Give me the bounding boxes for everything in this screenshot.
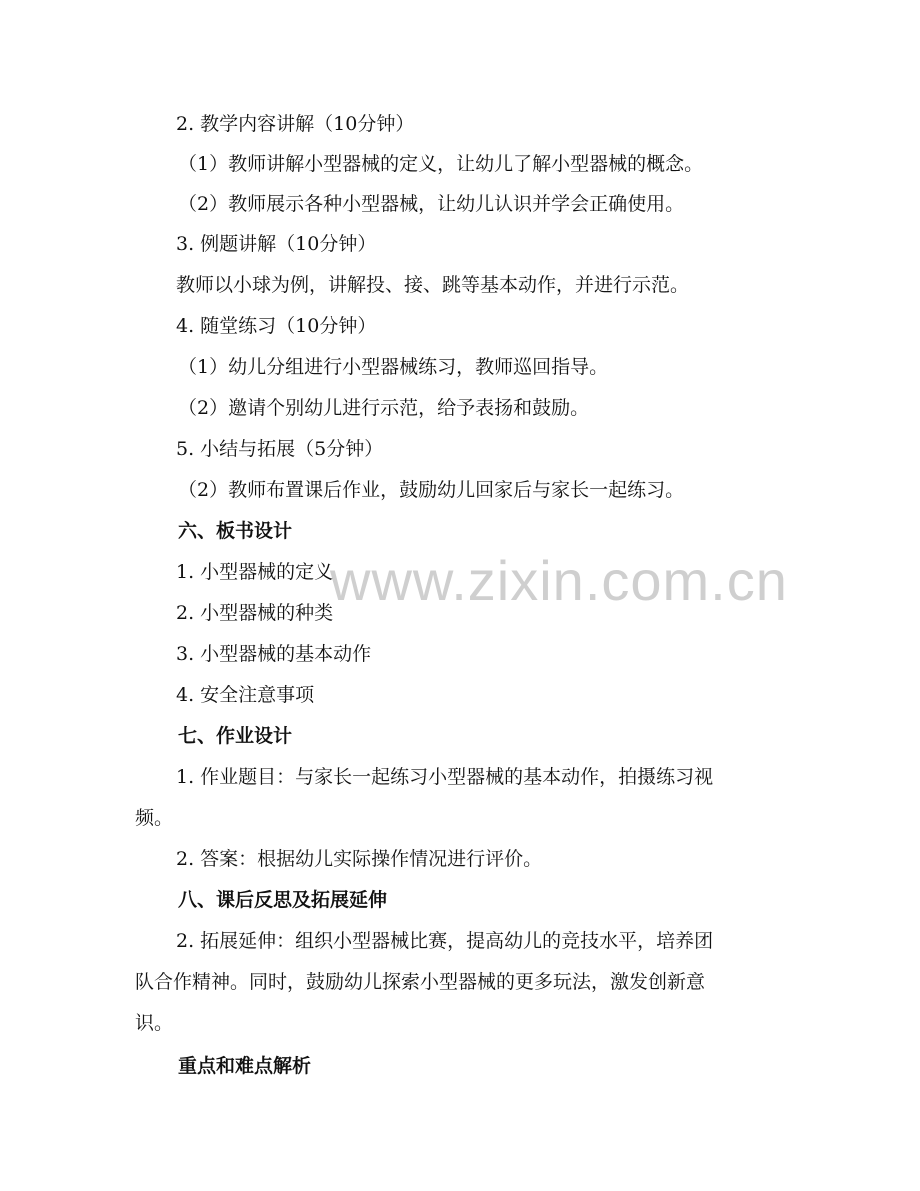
paragraph-continuation: 队合作精神。同时，鼓励幼儿探索小型器械的更多玩法，激发创新意: [135, 971, 706, 993]
paragraph: 1. 作业题目：与家长一起练习小型器械的基本动作，拍摄练习视: [176, 766, 714, 788]
heading-key-difficulties: 重点和难点解析: [178, 1055, 312, 1077]
section-item-teaching-content: 2. 教学内容讲解（10分钟）: [176, 113, 415, 135]
paragraph: 教师以小球为例，讲解投、接、跳等基本动作，并进行示范。: [176, 274, 690, 296]
list-item: （1）教师讲解小型器械的定义，让幼儿了解小型器械的概念。: [178, 153, 704, 175]
list-item: （2）教师布置课后作业，鼓励幼儿回家后与家长一起练习。: [178, 479, 685, 501]
paragraph: 2. 拓展延伸：组织小型器械比赛，提高幼儿的竞技水平，培养团: [176, 930, 714, 952]
list-item: 2. 小型器械的种类: [176, 602, 334, 624]
heading-homework-design: 七、作业设计: [178, 725, 293, 747]
paragraph-continuation: 频。: [135, 807, 174, 829]
heading-reflection-extension: 八、课后反思及拓展延伸: [178, 889, 388, 911]
list-item: （1）幼儿分组进行小型器械练习，教师巡回指导。: [178, 356, 609, 378]
list-item: （2）教师展示各种小型器械，让幼儿认识并学会正确使用。: [178, 193, 685, 215]
section-item-practice: 4. 随堂练习（10分钟）: [176, 315, 377, 337]
list-item: 3. 小型器械的基本动作: [176, 643, 372, 665]
paragraph: 2. 答案：根据幼儿实际操作情况进行评价。: [176, 848, 543, 870]
heading-board-design: 六、板书设计: [178, 520, 293, 542]
paragraph-continuation: 识。: [135, 1012, 174, 1034]
section-item-summary: 5. 小结与拓展（5分钟）: [176, 438, 384, 460]
section-item-example: 3. 例题讲解（10分钟）: [176, 233, 377, 255]
list-item: （2）邀请个别幼儿进行示范，给予表扬和鼓励。: [178, 397, 590, 419]
list-item: 1. 小型器械的定义: [176, 561, 334, 583]
list-item: 4. 安全注意事项: [176, 684, 315, 706]
watermark-text: www.zixin.com.cn: [330, 549, 788, 612]
